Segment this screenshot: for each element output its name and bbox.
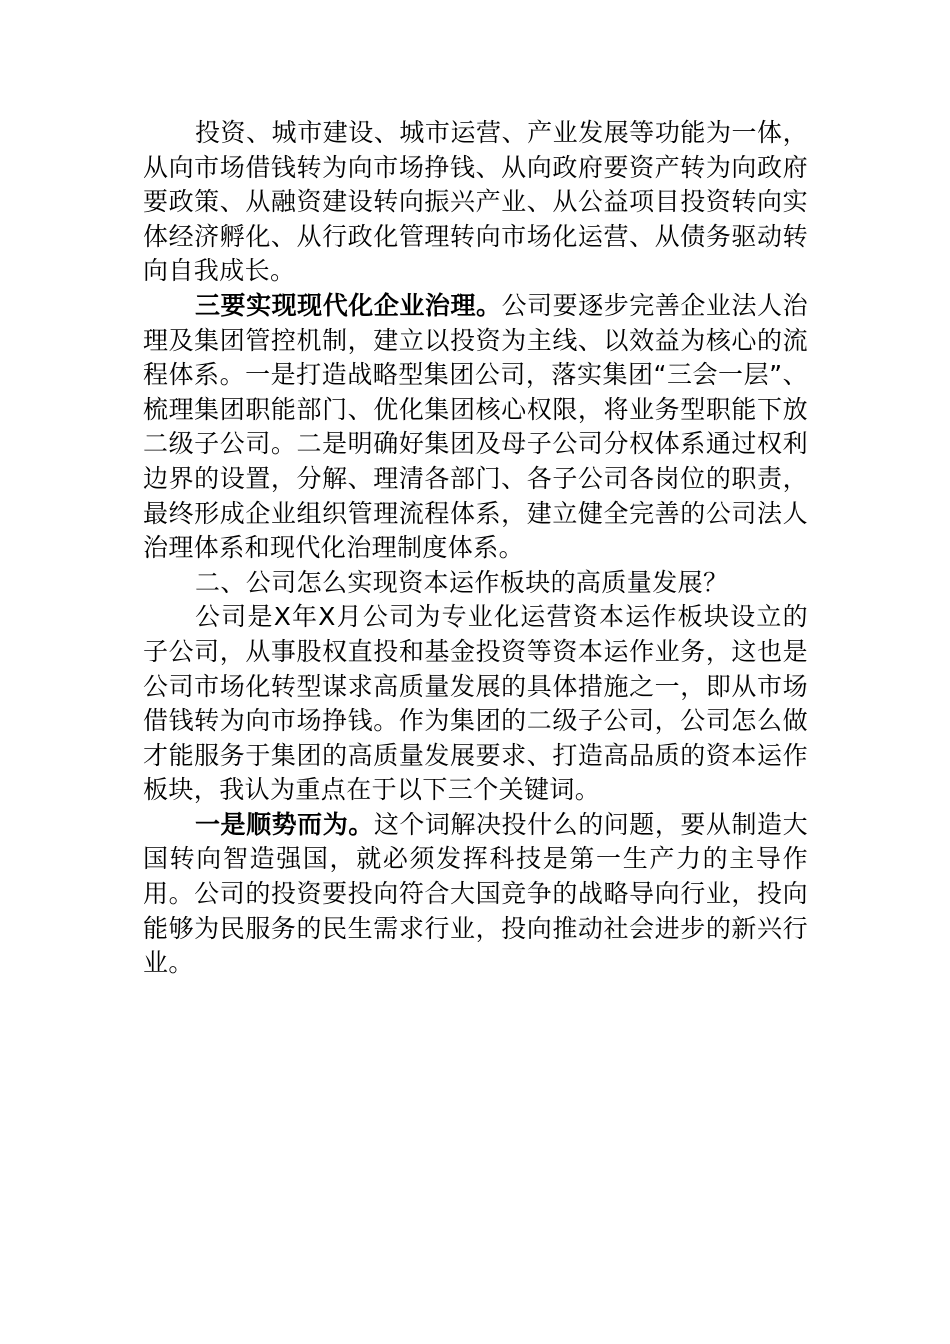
paragraph-2-lead: 三要实现现代化企业治理。: [195, 290, 502, 320]
section-heading-text: 二、公司怎么实现资本运作板块的高质量发展？: [195, 567, 729, 597]
paragraph-2: [143, 289, 808, 566]
paragraph-5: [143, 808, 808, 981]
paragraph-2-text: 公司要逐步完善企业法人治理及集团管控机制，建立以投资为主线、以效益为核心的流程体系。一是打造战略型集团公司，落实集团“三会一层”、梳理集团职能部门、优化集团核心权限，将业务型职能下放二级子公司。二是明确好集团及母子公司分权体系通过权利边界的设置，分解、理清各部门、各子公司各岗位的职责，最终形成企业组织管理流程体系，建立健全完善的公司法人治理体系和现代化治理制度体系。: [143, 290, 808, 563]
paragraph-1-text: 投资、城市建设、城市运营、产业发展等功能为一体，从向市场借钱转为向市场挣钱、从向政府要资产转为向政府要政策、从融资建设转向振兴产业、从公益项目投资转向实体经济孵化、从行政化管理转向市场化运营、从债务驱动转向自我成长。: [143, 118, 808, 286]
paragraph-4: [143, 600, 808, 808]
document-body: [143, 116, 808, 981]
paragraph-5-lead: 一是顺势而为。: [195, 809, 374, 839]
paragraph-5-text: 这个词解决投什么的问题，要从制造大国转向智造强国，就必须发挥科技是第一生产力的主导作用。公司的投资要投向符合大国竞争的战略导向行业，投向能够为民服务的民生需求行业，投向推动社会进步的新兴行业。: [143, 809, 808, 978]
paragraph-1: [143, 116, 808, 289]
paragraph-4-text: 公司是X年X月公司为专业化运营资本运作板块设立的子公司，从事股权直投和基金投资等资本运作业务，这也是公司市场化转型谋求高质量发展的具体措施之一，即从市场借钱转为向市场挣钱。作为集团的二级子公司，公司怎么做才能服务于集团的高质量发展要求、打造高品质的资本运作板块，我认为重点在于以下三个关键词。: [143, 602, 808, 805]
section-heading: [143, 566, 808, 601]
